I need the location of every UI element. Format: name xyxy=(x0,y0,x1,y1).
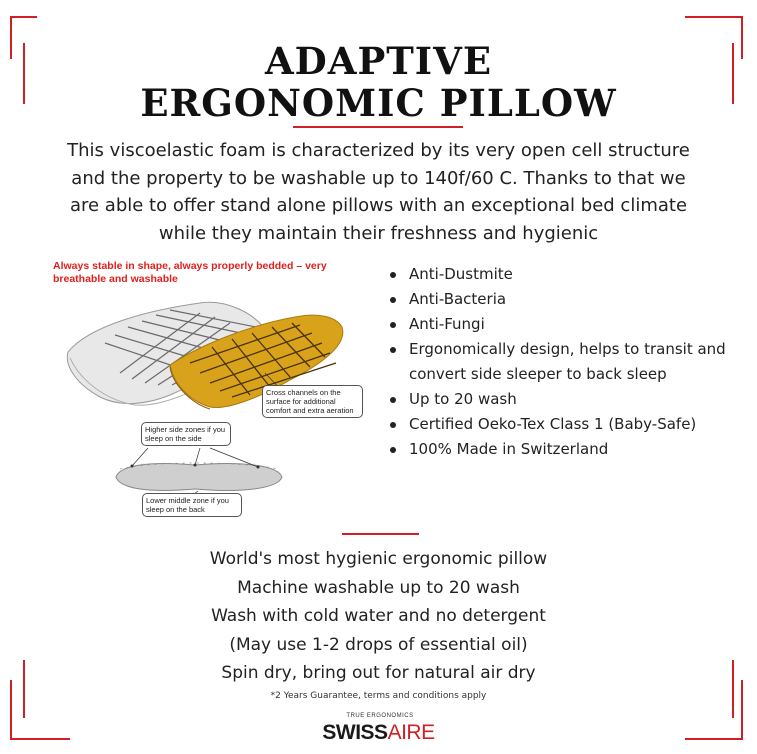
brand-name-part-1: SWISS xyxy=(322,721,388,744)
section-divider xyxy=(342,533,419,535)
title-line-2: ERGONOMIC PILLOW xyxy=(140,81,617,125)
intro-line-1: This viscoelastic foam is characterized by its very open cell structure xyxy=(67,140,690,161)
list-item: Certified Oeko-Tex Class 1 (Baby-Safe) xyxy=(388,412,728,437)
bullet-icon xyxy=(390,297,396,303)
pillow-illustration xyxy=(50,255,366,517)
list-item: Ergonomically design, helps to transit and convert side sleeper to back sleep xyxy=(388,337,728,387)
closing-line-4: (May use 1-2 drops of essential oil) xyxy=(229,634,528,655)
figure-caption: Always stable in shape, always properly bedded – very breathable and washable xyxy=(53,260,327,285)
bullet-icon xyxy=(390,397,396,403)
intro-line-3: are able to offer stand alone pillows with an exceptional bed climate xyxy=(69,195,688,216)
title-divider xyxy=(293,126,463,128)
pillow-profile-graphic xyxy=(116,448,282,497)
bullet-icon xyxy=(390,422,396,428)
bullet-icon xyxy=(390,347,396,353)
intro-line-4: while they maintain their freshness and hygienic xyxy=(158,222,599,244)
page-title xyxy=(0,40,757,124)
title-line-1: ADAPTIVE xyxy=(264,39,493,83)
closing-line-5: Spin dry, bring out for natural air dry xyxy=(221,663,536,683)
guarantee-footnote: *2 Years Guarantee, terms and conditions apply xyxy=(270,691,487,701)
callout-side-zones: Higher side zones if you sleep on the side xyxy=(141,422,231,446)
bullet-icon xyxy=(390,447,396,453)
closing-line-3: Wash with cold water and no detergent xyxy=(211,606,546,626)
list-item: 100% Made in Switzerland xyxy=(388,437,728,462)
brand-name-part-2: AIRE xyxy=(387,721,435,744)
callout-cross-channels: Cross channels on the surface for additional comfort and extra aeration xyxy=(262,385,363,418)
bullet-icon xyxy=(390,272,396,278)
callout-middle-zone: Lower middle zone if you sleep on the back xyxy=(142,493,242,517)
closing-line-2: Machine washable up to 20 wash xyxy=(237,577,520,598)
bullet-icon xyxy=(390,322,396,328)
list-item: Anti-Dustmite xyxy=(388,262,728,287)
brand-logo xyxy=(318,721,439,745)
list-item: Anti-Bacteria xyxy=(388,287,728,312)
list-item: Anti-Fungi xyxy=(388,312,728,337)
care-instructions xyxy=(0,545,757,688)
closing-line-1: World's most hygienic ergonomic pillow xyxy=(209,549,548,569)
intro-line-2: and the property to be washable up to 140f/60 C. Thanks to that we xyxy=(71,167,686,189)
feature-list xyxy=(388,262,728,462)
intro-paragraph xyxy=(30,137,727,247)
list-item: Up to 20 wash xyxy=(388,387,728,412)
brand-tagline: TRUE ERGONOMICS xyxy=(346,713,414,719)
